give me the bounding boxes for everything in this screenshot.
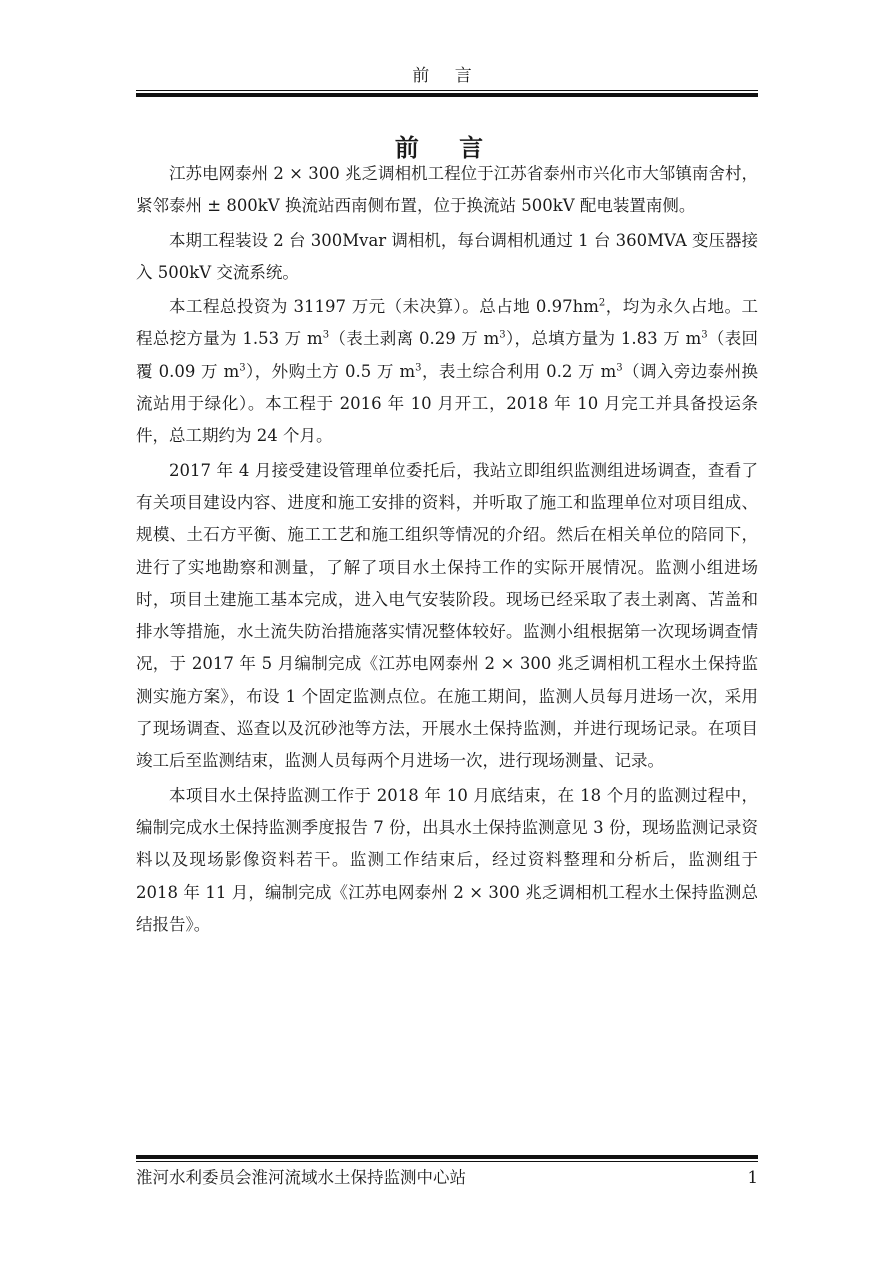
- paragraph-text: （表回覆 0.09 万 m: [136, 329, 759, 381]
- unit-superscript: 3: [616, 362, 623, 374]
- footer-rule: [136, 1155, 758, 1163]
- body-paragraph: [136, 158, 758, 223]
- paragraph-text: ），外购土方 0.5 万 m: [245, 361, 416, 381]
- header-rule-thick: [136, 93, 758, 97]
- paragraph-text: （调入旁边泰州换流站用于绿化）。本工程于 2016 年 10 月开工，2018 年 10 月完工并具备投运条件，总工期约为 24 个月。: [136, 361, 759, 446]
- body-text: [136, 158, 758, 941]
- paragraph-text: 本期工程装设 2 台 300Mvar 调相机，每台调相机通过 1 台 360MVA 变压器接入 500kV 交流系统。: [136, 230, 758, 282]
- page-title: 前 言: [394, 133, 500, 163]
- footer-rule-thin: [136, 1161, 758, 1162]
- paragraph-text: 2017 年 4 月接受建设管理单位委托后，我站立即组织监测组进场调查，查看了有关项目建设内容、进度和施工安排的资料，并听取了施工和监理单位对项目组成、规模、土石方平衡、施工工艺和施工组织等情况的介绍。然后在相关单位的陪同下，进行了实地勘察和测量，了解了项目水土保持工作的实际开展情况。监测小组进场时，项目土建施工基本完成，进入电气安装阶段。现场已经采取了表土剥离、苫盖和排水等措施，水土流失防治措施落实情况整体较好。监测小组根据第一次现场调查情况，于 2017 年 5 月编制完成《江苏电网泰州 2 × 300 兆乏调相机工程水土保持监测实施方案》，布设 1 个固定监测点位。在施工期间，监测人员每月进场一次，采用了现场调查、巡查以及沉砂池等方法，开展水土保持监测，并进行现场记录。在项目竣工后至监测结束，监测人员每两个月进场一次，进行现场测量、记录。: [136, 460, 758, 771]
- body-paragraph: [136, 291, 758, 452]
- paragraph-text: （表土剥离 0.29 万 m: [329, 329, 500, 349]
- unit-superscript: 3: [239, 362, 246, 374]
- body-paragraph: [136, 780, 758, 941]
- page-number: 1: [747, 1168, 758, 1187]
- running-header-title: 前 言: [412, 66, 482, 86]
- unit-superscript: 3: [499, 329, 506, 341]
- unit-superscript: 3: [415, 362, 422, 374]
- paragraph-text: ，均为永久占地。工程总挖方量为 1.53 万 m: [136, 297, 758, 349]
- footer-rule-thick: [136, 1155, 758, 1159]
- paragraph-text: 本项目水土保持监测工作于 2018 年 10 月底结束，在 18 个月的监测过程中，编制完成水土保持监测季度报告 7 份，出具水土保持监测意见 3 份，现场监测记录资料以及现场影像资料若干。监测工作结束后，经过资料整理和分析后，监测组于 2018 年 11 月，编制完成《江苏电网泰州 2 × 300 兆乏调相机工程水土保持监测总结报告》。: [136, 785, 758, 934]
- header-rule: [136, 90, 758, 98]
- header-rule-thin: [136, 90, 758, 91]
- unit-superscript: 3: [701, 329, 708, 341]
- paragraph-text: ），总填方量为 1.83 万 m: [505, 329, 702, 349]
- body-paragraph: [136, 225, 758, 290]
- unit-superscript: 2: [598, 297, 606, 309]
- paragraph-text: ，表土综合利用 0.2 万 m: [421, 361, 617, 381]
- paragraph-text: 本工程总投资为 31197 万元（未决算）。总占地 0.97hm: [169, 297, 599, 317]
- paragraph-text: 江苏电网泰州 2 × 300 兆乏调相机工程位于江苏省泰州市兴化市大邹镇南舍村，紧邻泰州 ± 800kV 换流站西南侧布置，位于换流站 500kV 配电装置南侧。: [136, 164, 758, 216]
- footer-organization: 淮河水利委员会淮河流域水土保持监测中心站: [136, 1168, 466, 1187]
- unit-superscript: 3: [322, 329, 330, 341]
- body-paragraph: [136, 455, 758, 778]
